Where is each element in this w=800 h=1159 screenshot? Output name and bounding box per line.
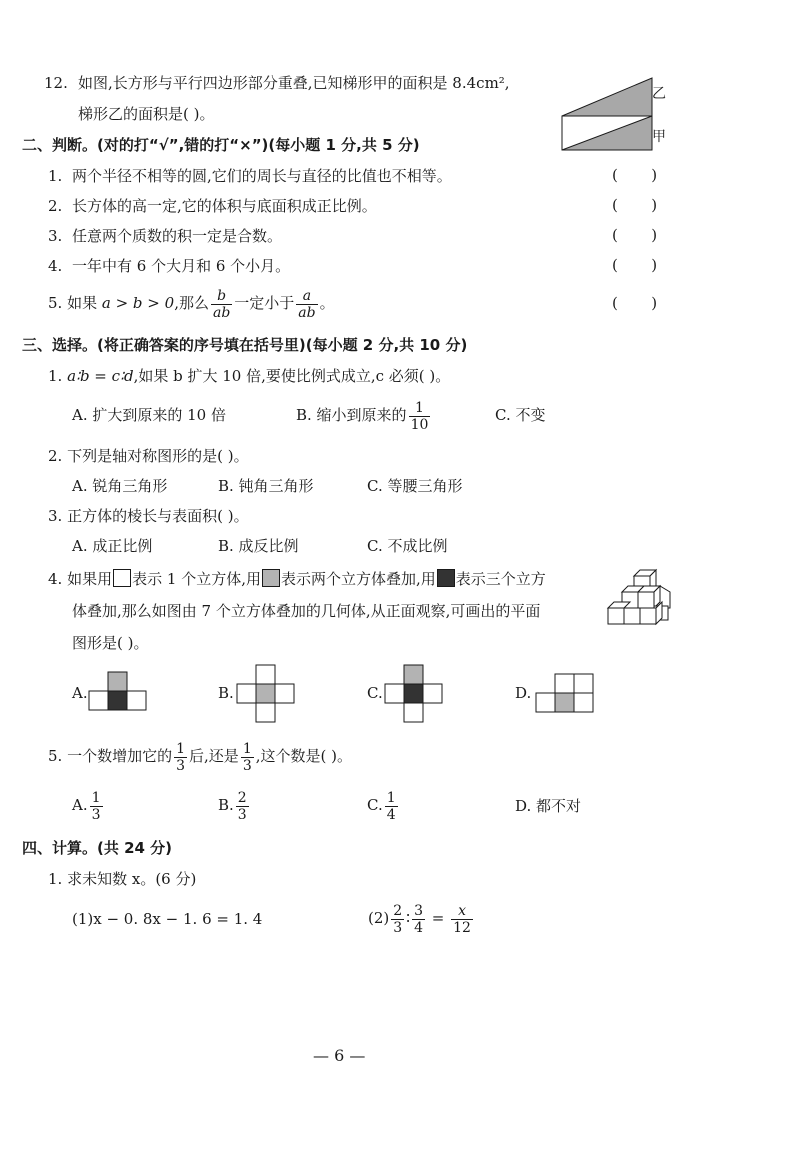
s3-q5-t1: 一个数增加它的 xyxy=(67,747,173,765)
s3-q3-option-c[interactable]: C. 不成比例 xyxy=(367,537,448,555)
s2-q5-num: 5. xyxy=(48,294,63,312)
s3-q3-num: 3. xyxy=(48,507,63,525)
s3-q1-option-a[interactable]: A. 扩大到原来的 10 倍 xyxy=(72,406,226,424)
q12-label-jia: 甲 xyxy=(652,129,666,145)
s2-q2-text: 长方体的高一定,它的体积与底面积成正比例。 xyxy=(72,197,377,215)
s2-q5-condition: a > b > 0 xyxy=(101,294,175,312)
s3-q2-option-c[interactable]: C. 等腰三角形 xyxy=(367,477,463,495)
s2-q3-text: 任意两个质数的积一定是合数。 xyxy=(72,227,283,245)
s2-q5-text-b: ,那么 xyxy=(174,294,209,312)
frac-denominator: ab xyxy=(212,304,231,321)
eq2-fraction-2 xyxy=(412,904,425,935)
s3-q1-option-c[interactable]: C. 不变 xyxy=(495,406,546,424)
s2-q5-text-d: 。 xyxy=(319,294,335,312)
s3-q5-option-c-label: C. xyxy=(367,796,383,814)
s3-q5-option-a-label: A. xyxy=(72,796,88,814)
frac-denominator: 10 xyxy=(410,416,429,433)
s4-q1-stem xyxy=(48,869,196,889)
s3-q4-t2: 表示 1 个立方体,用 xyxy=(132,570,261,588)
s3-q4-line2: 体叠加,那么如图由 7 个立方体叠加的几何体,从正面观察,可画出的平面 xyxy=(72,602,541,620)
eq2-fraction-3 xyxy=(451,904,473,935)
s3-q5-stem xyxy=(48,739,352,773)
s3-q1-ratio: a∶b = c∶d xyxy=(67,367,134,385)
s3-q3-option-b[interactable]: B. 成反比例 xyxy=(218,537,299,555)
frac-numerator: 1 xyxy=(242,740,252,757)
frac-numerator: x xyxy=(451,904,473,920)
frac-denominator: 3 xyxy=(242,757,252,774)
s3-q1-option-b-fraction xyxy=(409,401,431,432)
s2-q5 xyxy=(48,286,335,320)
frac-numerator: a xyxy=(296,289,317,305)
s2-q3-answer-paren[interactable]: ( ) xyxy=(612,226,658,244)
s3-q5-fraction-2 xyxy=(241,742,254,773)
s3-q5-fraction-1 xyxy=(174,742,187,773)
q12-label-yi: 乙 xyxy=(652,86,666,102)
frac-numerator: 1 xyxy=(386,789,396,806)
trapezoid-jia xyxy=(562,116,652,150)
s3-q4-option-d-label[interactable]: D. xyxy=(515,684,532,702)
q12-line2: 梯形乙的面积是( )。 xyxy=(78,105,215,123)
frac-denominator: 4 xyxy=(414,919,423,936)
s3-q2-num: 2. xyxy=(48,447,63,465)
q12-line1: 如图,长方形与平行四边形部分重叠,已知梯形甲的面积是 8.4cm², xyxy=(78,74,510,92)
s3-q5-option-c[interactable] xyxy=(367,788,400,822)
s3-q3-text: 正方体的棱长与表面积( )。 xyxy=(67,507,249,525)
frac-numerator: 2 xyxy=(393,902,403,919)
s3-q3-stem xyxy=(48,506,249,526)
frac-numerator: 3 xyxy=(414,902,423,919)
s4-q1-text: 求未知数 x。(6 分) xyxy=(67,870,197,888)
s2-q5-fraction-a-over-ab xyxy=(296,289,317,320)
s3-q5-t3: ,这个数是( )。 xyxy=(255,747,352,765)
cube-stack-figure xyxy=(604,566,676,632)
s3-q1-text: ,如果 b 扩大 10 倍,要使比例式成立,c 必须( )。 xyxy=(133,367,451,385)
eq2-prefix: (2) xyxy=(368,909,390,927)
s2-q1-text: 两个半径不相等的圆,它们的周长与直径的比值也不相等。 xyxy=(72,167,452,185)
s3-q5-option-c-fraction xyxy=(385,791,398,822)
white-square-icon xyxy=(113,569,131,587)
s3-q4-t3: 表示两个立方体叠加,用 xyxy=(280,570,436,588)
s2-q2-answer-paren[interactable]: ( ) xyxy=(612,196,658,214)
s2-q5-answer-paren[interactable]: ( ) xyxy=(612,294,658,312)
gray-square-icon xyxy=(262,569,280,587)
section3-title: 三、选择。(将正确答案的序号填在括号里)(每小题 2 分,共 10 分) xyxy=(22,336,468,354)
frac-denominator: ab xyxy=(298,304,316,321)
s3-q1-option-b-text: B. 缩小到原来的 xyxy=(296,406,407,424)
s3-q2-text: 下列是轴对称图形的是( )。 xyxy=(67,447,249,465)
s3-q4-option-a-label[interactable]: A. xyxy=(72,684,88,702)
s3-q5-option-a[interactable] xyxy=(72,788,105,822)
eq2-equals: = xyxy=(431,909,445,927)
frac-denominator: 4 xyxy=(386,806,396,823)
page-number: — 6 — xyxy=(313,1046,366,1065)
s3-q2-option-b[interactable]: B. 钝角三角形 xyxy=(218,477,314,495)
s2-q5-text-c: 一定小于 xyxy=(234,294,295,312)
frac-numerator: b xyxy=(211,289,232,305)
s3-q5-option-d[interactable]: D. 都不对 xyxy=(515,797,582,815)
s3-q5-option-b[interactable] xyxy=(218,788,251,822)
s3-q1-stem xyxy=(48,366,450,386)
frac-denominator: 3 xyxy=(393,919,403,936)
s2-q4-num: 4. xyxy=(48,257,63,275)
s3-q4-t4: 表示三个立方 xyxy=(455,570,546,588)
s2-q1-num: 1. xyxy=(48,167,63,185)
s3-q4-option-a-figure[interactable] xyxy=(89,670,147,712)
s2-q2-num: 2. xyxy=(48,197,63,215)
s3-q4-option-b-label[interactable]: B. xyxy=(218,684,234,702)
s3-q5-option-b-fraction xyxy=(236,791,249,822)
frac-numerator: 1 xyxy=(409,401,431,417)
s4-q1-equation-2 xyxy=(368,901,475,935)
s3-q5-t2: 后,还是 xyxy=(189,747,239,765)
frac-numerator: 2 xyxy=(237,789,247,806)
eq2-colon: ∶ xyxy=(406,909,411,927)
section4-title: 四、计算。(共 24 分) xyxy=(22,839,173,857)
s3-q1-option-b[interactable] xyxy=(296,398,432,432)
q12-number: 12. xyxy=(44,74,68,92)
s2-q5-fraction-b-over-ab xyxy=(211,289,232,320)
frac-denominator: 3 xyxy=(91,806,101,823)
s3-q2-stem xyxy=(48,446,249,466)
s3-q4-option-d-figure[interactable] xyxy=(535,673,595,715)
s3-q5-num: 5. xyxy=(48,747,63,765)
s3-q4-num: 4. xyxy=(48,570,63,588)
section2-title: 二、判断。(对的打“√”,错的打“×”)(每小题 1 分,共 5 分) xyxy=(22,136,420,154)
s2-q3-num: 3. xyxy=(48,227,63,245)
frac-denominator: 3 xyxy=(237,806,247,823)
s3-q5-option-a-fraction xyxy=(90,791,103,822)
s3-q3-option-a[interactable]: A. 成正比例 xyxy=(72,537,153,555)
s4-q1-equation-1: (1)x − 0. 8x − 1. 6 = 1. 4 xyxy=(72,910,263,928)
frac-numerator: 1 xyxy=(91,789,101,806)
frac-denominator: 12 xyxy=(453,919,471,936)
s3-q4-line3: 图形是( )。 xyxy=(72,634,149,652)
s2-q4-text: 一年中有 6 个大月和 6 个小月。 xyxy=(72,257,291,275)
s3-q2-option-a[interactable]: A. 锐角三角形 xyxy=(72,477,168,495)
s3-q4-option-b-figure[interactable] xyxy=(236,664,296,722)
s3-q1-num: 1. xyxy=(48,367,63,385)
s3-q4-line1 xyxy=(48,569,546,589)
s3-q4-t1: 如果用 xyxy=(67,570,113,588)
eq2-fraction-1 xyxy=(391,904,404,935)
black-square-icon xyxy=(437,569,455,587)
s4-q1-num: 1. xyxy=(48,870,63,888)
s3-q4-option-c-label[interactable]: C. xyxy=(367,684,383,702)
frac-denominator: 3 xyxy=(176,757,186,774)
s3-q5-option-b-label: B. xyxy=(218,796,234,814)
s3-q4-option-c-figure[interactable] xyxy=(384,664,444,722)
s2-q4-answer-paren[interactable]: ( ) xyxy=(612,256,658,274)
s2-q5-text-a: 如果 xyxy=(67,294,102,312)
s2-q1-answer-paren[interactable]: ( ) xyxy=(612,166,658,184)
trapezoid-yi xyxy=(562,78,652,116)
frac-numerator: 1 xyxy=(176,740,186,757)
